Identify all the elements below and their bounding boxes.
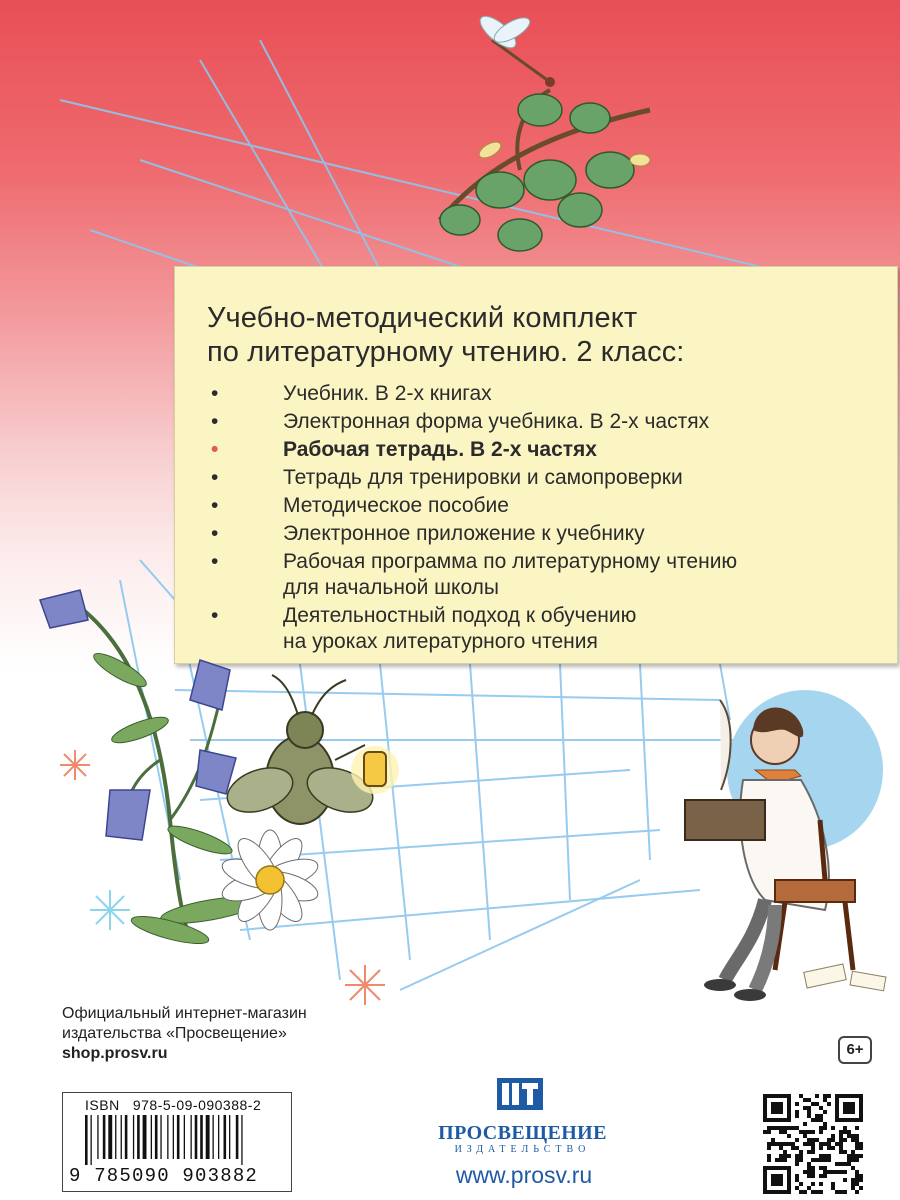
sparkles-decoration bbox=[40, 740, 420, 1020]
list-item-text-line2: на уроках литературного чтения bbox=[283, 630, 598, 653]
list-item-text: Электронное приложение к учебнику bbox=[283, 522, 645, 545]
qr-code-icon bbox=[763, 1094, 863, 1194]
isbn-label: ISBN bbox=[85, 1097, 120, 1113]
list-item bbox=[207, 465, 877, 491]
bullet-icon: • bbox=[211, 438, 219, 461]
list-item-text: Рабочая тетрадь. В 2-х частях bbox=[283, 438, 597, 461]
bullet-icon: • bbox=[211, 382, 219, 405]
shop-info-line2: издательства «Просвещение» bbox=[62, 1025, 287, 1042]
dragonfly-icon bbox=[475, 11, 555, 87]
list-item-text-line1: Рабочая программа по литературному чтению bbox=[283, 550, 738, 573]
bullet-icon: • bbox=[211, 494, 219, 517]
list-item-highlighted bbox=[207, 437, 877, 463]
publisher-logo-icon bbox=[485, 1074, 555, 1114]
online-shop-info bbox=[62, 1004, 307, 1064]
list-item bbox=[207, 521, 877, 547]
list-item-text: Тетрадь для тренировки и самопроверки bbox=[283, 466, 683, 489]
list-item-text-line2: для начальной школы bbox=[283, 576, 500, 599]
list-item bbox=[207, 493, 877, 519]
publisher-subtitle: ИЗДАТЕЛЬСТВО bbox=[454, 1144, 591, 1155]
age-rating-badge: 6+ bbox=[838, 1036, 872, 1064]
list-item-text: Электронная форма учебника. В 2-х частях bbox=[283, 410, 710, 433]
list-item-text: Методическое пособие bbox=[283, 494, 509, 517]
branch-with-leaves-illustration bbox=[400, 10, 680, 270]
panel-title-line2: по литературному чтению. 2 класс: bbox=[207, 336, 685, 368]
bullet-icon: • bbox=[211, 604, 219, 627]
publisher-name: ПРОСВЕЩЕНИЕ bbox=[438, 1122, 607, 1144]
barcode-bars-icon bbox=[71, 1115, 283, 1165]
poet-writing-illustration bbox=[625, 680, 895, 1010]
shop-url: shop.prosv.ru bbox=[62, 1045, 168, 1062]
list-item-text: Учебник. В 2-х книгах bbox=[283, 382, 492, 405]
bullet-icon: • bbox=[211, 550, 219, 573]
panel-title-line1: Учебно-методический комплект bbox=[207, 302, 638, 334]
bullet-icon: • bbox=[211, 466, 219, 489]
shop-info-line1: Официальный интернет-магазин bbox=[62, 1005, 307, 1022]
list-item bbox=[207, 409, 877, 435]
isbn-line bbox=[85, 1097, 261, 1113]
barcode-digits: 9 785090 903882 bbox=[69, 1165, 259, 1187]
panel-title bbox=[207, 301, 877, 369]
publisher-website[interactable]: www.prosv.ru bbox=[455, 1162, 593, 1188]
bullet-icon: • bbox=[211, 410, 219, 433]
isbn-number: 978-5-09-090388-2 bbox=[132, 1097, 262, 1113]
list-item-text-line1: Деятельностный подход к обучению bbox=[283, 604, 637, 627]
bullet-icon: • bbox=[211, 522, 219, 545]
list-item bbox=[207, 381, 877, 407]
isbn-barcode bbox=[62, 1092, 292, 1192]
